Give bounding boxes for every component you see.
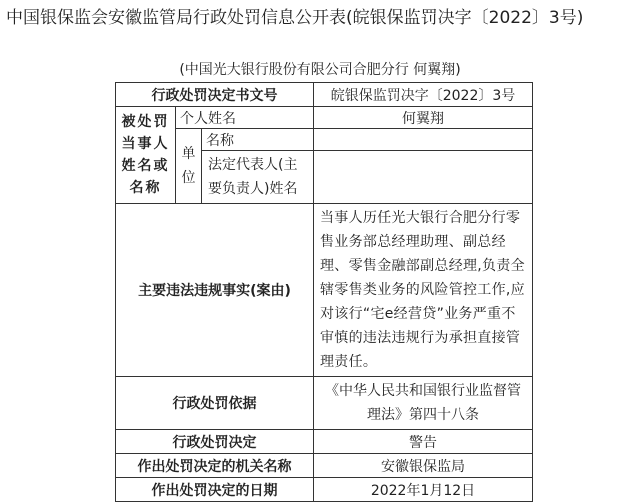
basis-label: 行政处罚依据 [116,377,314,430]
table-row [116,129,533,151]
date-label: 作出处罚决定的日期 [116,478,314,502]
penalty-info-table [115,82,533,502]
party-label: 被处罚当事人姓名或名称 [116,107,176,204]
legal-rep-label: 法定代表人(主要负责人)姓名 [202,151,314,204]
unit-name-label: 名称 [202,129,314,151]
page-subtitle: (中国光大银行股份有限公司合肥分行 何翼翔) [179,62,461,78]
page-title: 中国银保监会安徽监管局行政处罚信息公开表(皖银保监罚决字〔2022〕3号) [6,8,584,28]
decision-value: 警告 [314,430,533,454]
legal-rep-value [314,151,533,204]
table-row [116,107,533,129]
basis-value: 《中华人民共和国银行业监督管理法》第四十八条 [314,377,533,430]
facts-label: 主要违法违规事实(案由) [116,204,314,377]
table-row [116,430,533,454]
doc-number-value: 皖银保监罚决字〔2022〕3号 [314,83,533,107]
table-row [116,83,533,107]
table-row [116,454,533,478]
individual-label: 个人姓名 [176,107,314,129]
table-row [116,204,533,377]
authority-value: 安徽银保监局 [314,454,533,478]
table-row [116,377,533,430]
unit-name-value [314,129,533,151]
facts-value: 当事人历任光大银行合肥分行零售业务部总经理助理、副总经理、零售金融部副总经理,负责全辖零售类业务的风险管控工作,应对该行“宅e经营贷”业务严重不审慎的违法违规行为承担直接管理责任。 [314,204,533,377]
date-value: 2022年1月12日 [314,478,533,502]
individual-value: 何翼翔 [314,107,533,129]
table-row [116,478,533,502]
unit-label: 单位 [176,129,202,204]
authority-label: 作出处罚决定的机关名称 [116,454,314,478]
doc-number-label: 行政处罚决定书文号 [116,83,314,107]
decision-label: 行政处罚决定 [116,430,314,454]
